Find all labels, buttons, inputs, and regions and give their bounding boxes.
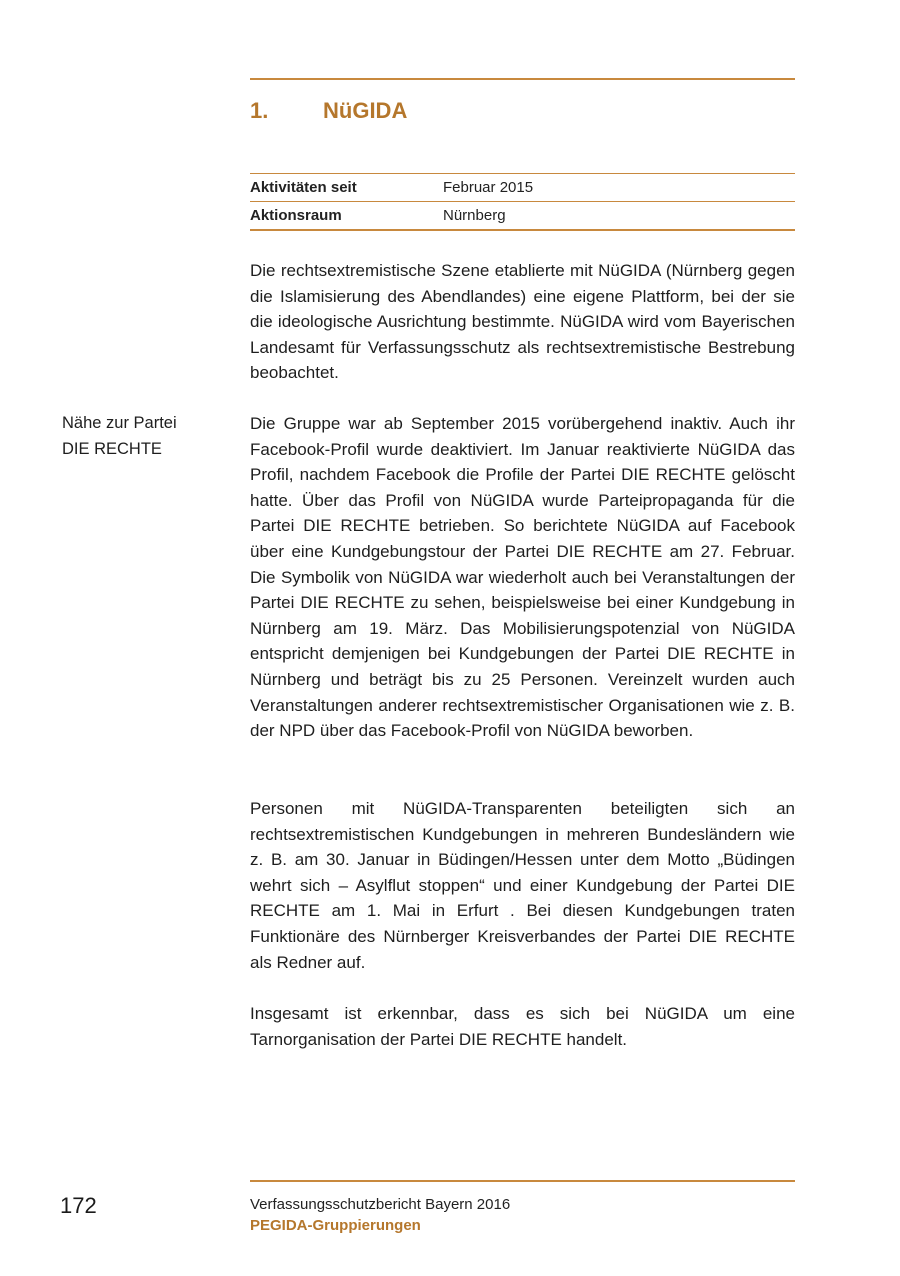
info-label: Aktivitäten seit [250, 179, 357, 196]
info-row-area [250, 201, 795, 231]
footer-publication-title: Verfassungsschutzbericht Bayern 2016 [250, 1196, 511, 1213]
footer-section-name: PEGIDA-Gruppierungen [250, 1217, 421, 1234]
info-label: Aktionsraum [250, 207, 342, 224]
margin-note [62, 411, 232, 462]
margin-note-line: Nähe zur Partei [62, 414, 177, 432]
paragraph-intro: Die rechtsextremistische Szene etablierte mit NüGIDA (Nürnberg gegen die Islamisierung des Abendlandes) eine eigene Plattform, bei der sie die ideologische Ausrichtung bestimmte. NüGIDA wird vom Bayerischen Landesamt für Verfassungsschutz als rechtsextremistische Bestrebung beobachtet. [250, 261, 795, 383]
info-value: Nürnberg [443, 207, 506, 224]
info-row-activities [250, 173, 795, 201]
info-value: Februar 2015 [443, 179, 534, 196]
page-number: 172 [60, 1193, 97, 1218]
section-number: 1. [250, 98, 269, 123]
paragraph-rallies: Personen mit NüGIDA-Transparenten beteiligten sich an rechtsextremistischen Kundgebungen in mehreren Bundesländern wie z. B. am 30. Januar in Büdingen/Hessen unter dem Motto „Büdingen wehrt sich – Asylflut stoppen“ und einer Kundgebung der Partei DIE RECHTE am 1. Mai in Erfurt . Bei diesen Kundgebungen traten Funktionäre des Nürnberger Kreisverbandes der Partei DIE RECHTE als Redner auf. [250, 799, 795, 972]
footer-divider [250, 1180, 795, 1182]
top-divider [250, 78, 795, 80]
info-table [250, 173, 795, 231]
paragraph-conclusion: Insgesamt ist erkennbar, dass es sich bei NüGIDA um eine Tarnorganisation der Partei DIE RECHTE handelt. [250, 1004, 795, 1049]
section-heading [250, 98, 795, 124]
paragraph-party-proximity: Die Gruppe war ab September 2015 vorübergehend inaktiv. Auch ihr Facebook-Profil wurde deaktiviert. Im Januar reaktivierte NüGIDA das Profil, nachdem Facebook die Profile der Partei DIE RECHTE gelöscht hatte. Über das Profil von NüGIDA wurde Parteipropaganda für die Partei DIE RECHTE betrieben. So berichtete NüGIDA auf Facebook über eine Kundgebungstour der Partei DIE RECHTE am 27. Februar. Die Symbolik von NüGIDA war wiederholt auch bei Veranstaltungen der Partei DIE RECHTE zu sehen, beispielsweise bei einer Kundgebung in Nürnberg am 19. März. Das Mobilisierungspotenzial von NüGIDA entspricht demjenigen bei Kundgebungen der Partei DIE RECHTE in Nürnberg und beträgt bis zu 25 Personen. Vereinzelt wurden auch Veranstaltungen anderer rechtsextremistischer Organisationen wie z. B. der NPD über das Facebook-Profil von NüGIDA beworben. [250, 414, 795, 741]
section-title: NüGIDA [323, 98, 408, 123]
margin-note-line: DIE RECHTE [62, 439, 162, 458]
